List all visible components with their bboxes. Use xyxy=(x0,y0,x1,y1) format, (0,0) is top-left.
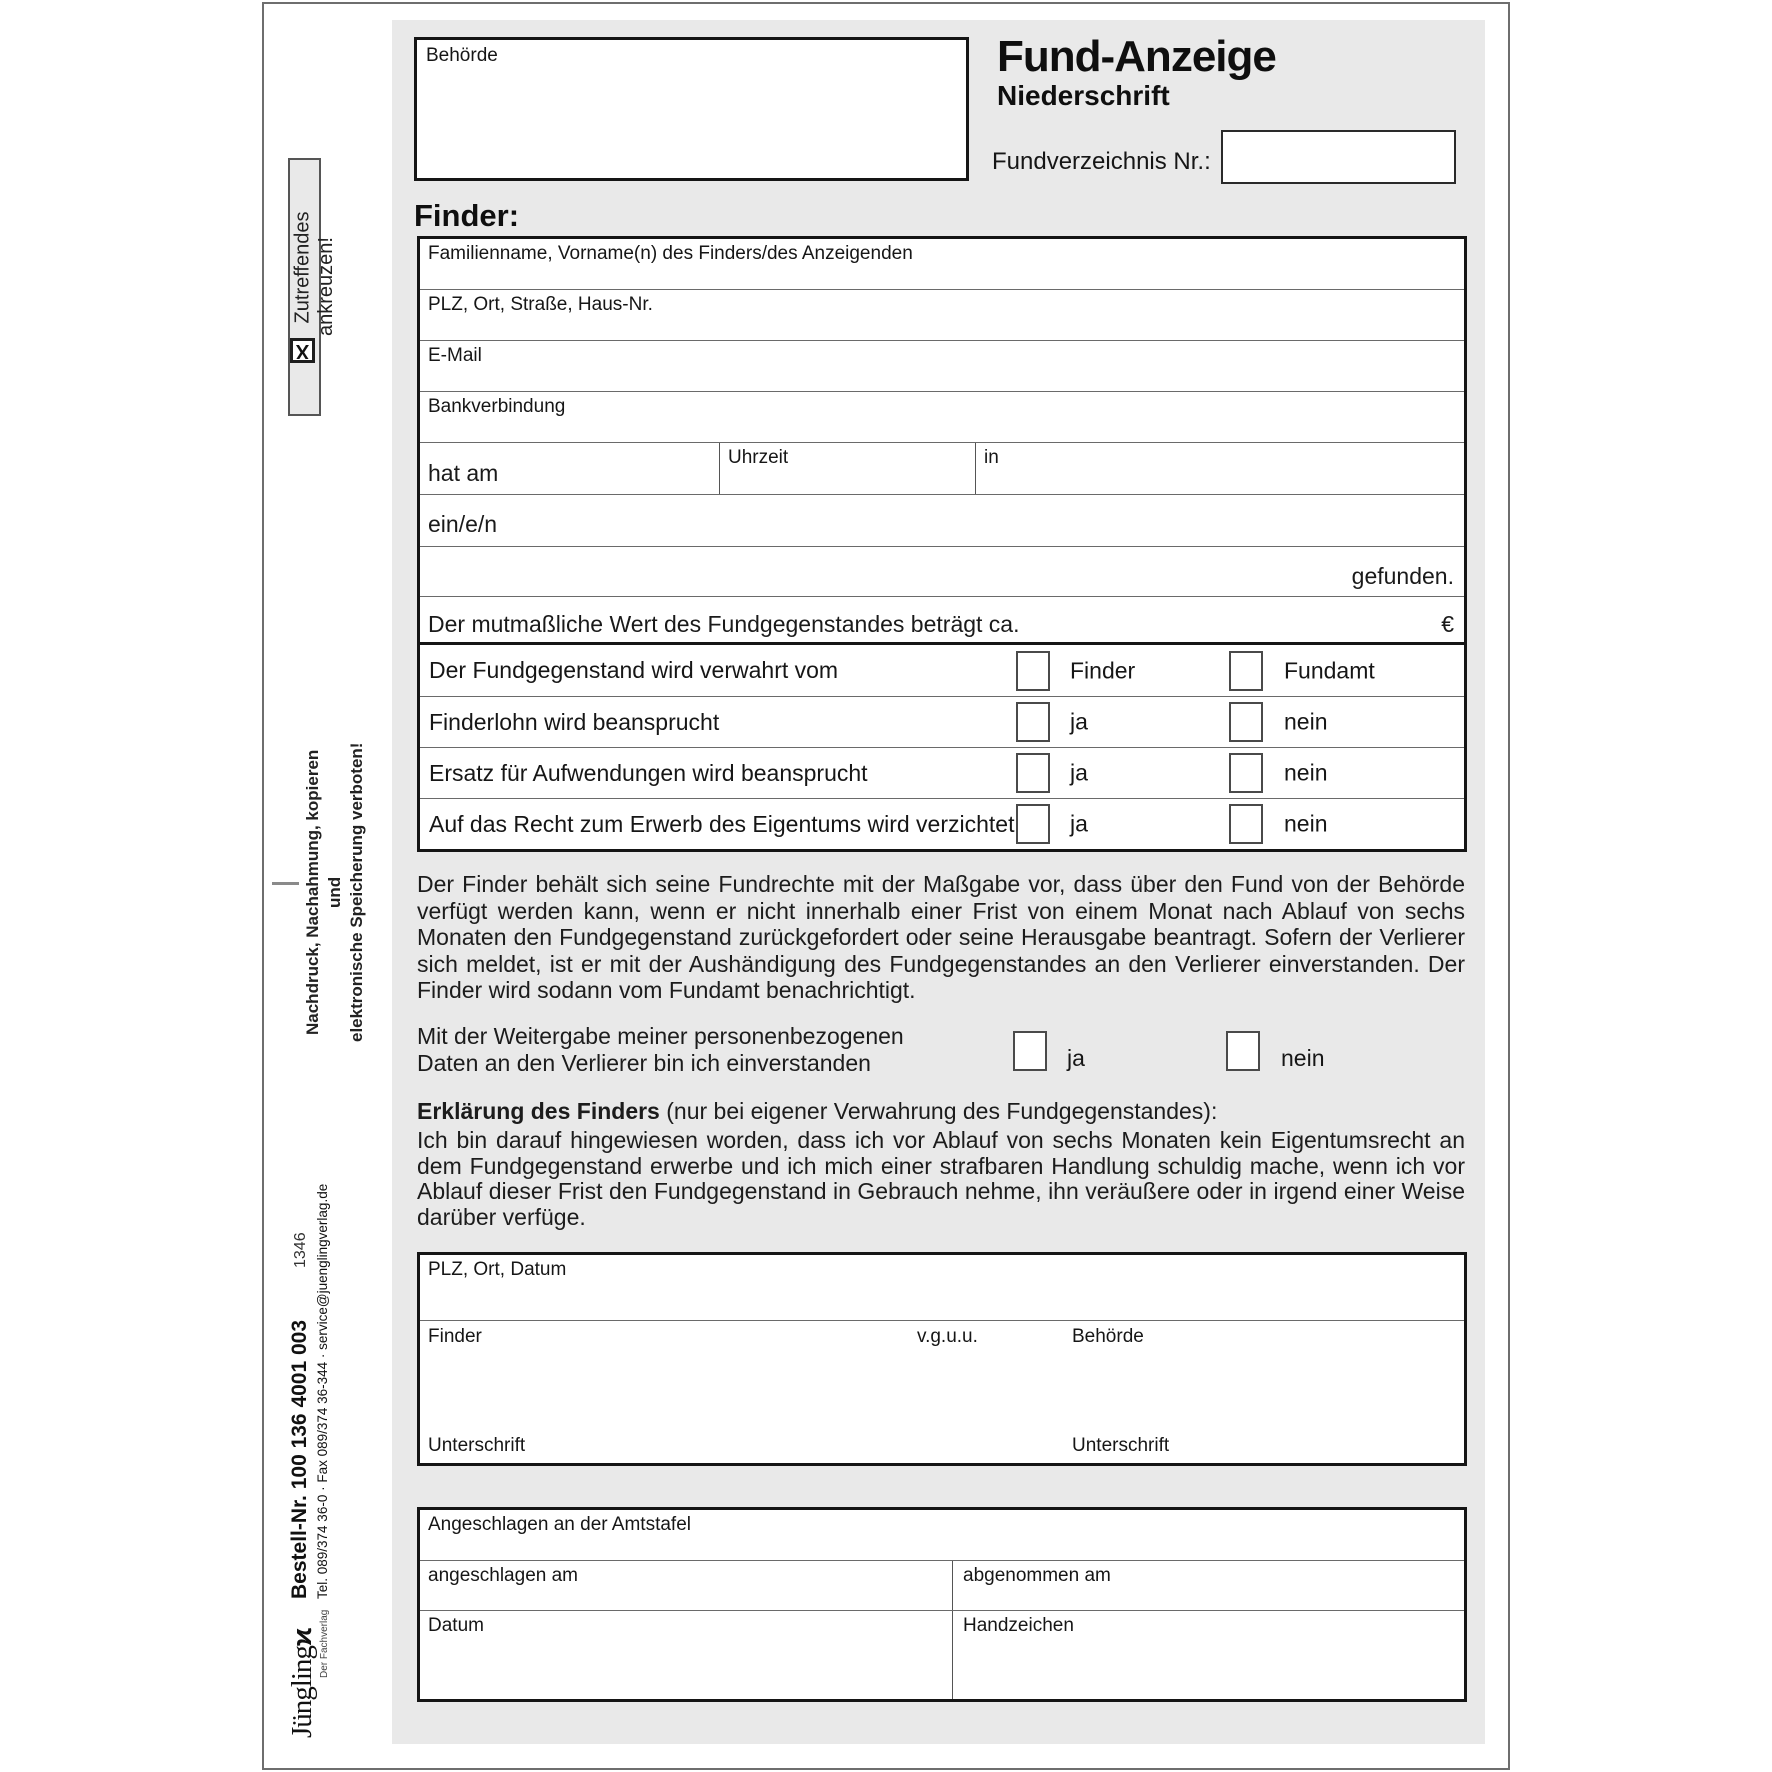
option-fundamt-label: Fundamt xyxy=(1284,657,1375,683)
option-ersatz-nein-label: nein xyxy=(1284,759,1328,786)
options-table xyxy=(417,642,1467,852)
field-datum[interactable] xyxy=(420,1611,953,1699)
publisher-mark-icon: ϰ xyxy=(287,1628,317,1647)
field-found[interactable] xyxy=(420,546,1464,596)
finder-heading: Finder: xyxy=(414,198,520,233)
copy-prohibited-line1: Nachdruck, Nachahmung, kopieren und xyxy=(303,749,344,1035)
checkbox-ersatz-ja[interactable] xyxy=(1016,753,1050,793)
currency-label: € xyxy=(1441,611,1454,637)
field-hat-am[interactable] xyxy=(420,443,719,494)
publisher-logo xyxy=(286,1610,334,1738)
amtstafel-header-label: Angeschlagen an der Amtstafel xyxy=(428,1514,692,1535)
declaration-heading-bold: Erklärung des Finders xyxy=(417,1098,660,1124)
value-label: Der mutmaßliche Wert des Fundgegenstandes beträgt ca. xyxy=(428,611,1020,637)
consent-ja-label: ja xyxy=(1067,1045,1085,1071)
consent-line1: Mit der Weitergabe meiner personenbezogenen xyxy=(417,1023,904,1049)
handzeichen-label: Handzeichen xyxy=(963,1615,1074,1636)
declaration-heading-rest: (nur bei eigener Verwahrung des Fundgegenstandes): xyxy=(659,1098,1218,1124)
datum-label: Datum xyxy=(428,1615,484,1636)
option-row-finderlohn xyxy=(420,696,1464,747)
in-label: in xyxy=(984,447,999,468)
behoerde-label: Behörde xyxy=(426,45,498,66)
field-name-label: Familienname, Vorname(n) des Finders/des Anzeigenden xyxy=(428,243,913,264)
form-sheet xyxy=(262,2,1510,1770)
consent-nein-label: nein xyxy=(1281,1045,1325,1071)
option-row-verwahrt xyxy=(420,645,1464,696)
found-label: gefunden. xyxy=(1351,563,1454,589)
option-verzicht-ja-label: ja xyxy=(1070,810,1088,837)
field-email-label: E-Mail xyxy=(428,345,482,366)
option-finderlohn-nein-label: nein xyxy=(1284,708,1328,735)
field-address[interactable] xyxy=(420,289,1464,340)
item-label: ein/e/n xyxy=(428,511,498,537)
field-plz-ort-datum[interactable] xyxy=(420,1255,1464,1321)
checkbox-verwahrt-fundamt[interactable] xyxy=(1229,651,1263,691)
finder-table xyxy=(417,236,1467,648)
checkbox-finderlohn-ja[interactable] xyxy=(1016,702,1050,742)
amtstafel-row-sign xyxy=(420,1610,1464,1699)
form-code: 1346 xyxy=(292,1232,309,1268)
checkbox-verwahrt-finder[interactable] xyxy=(1016,651,1050,691)
order-number: Bestell-Nr. 100 136 4001 003 xyxy=(288,1319,311,1599)
field-bank[interactable] xyxy=(420,391,1464,442)
behoerde-field[interactable] xyxy=(414,37,969,181)
publisher-name xyxy=(286,1610,318,1738)
order-info-block xyxy=(286,1132,336,1599)
fundverzeichnis-label: Fundverzeichnis Nr.: xyxy=(992,148,1211,175)
signature-area[interactable] xyxy=(420,1321,1464,1463)
unterschrift-left-label: Unterschrift xyxy=(428,1435,526,1456)
angeschlagen-am-label: angeschlagen am xyxy=(428,1565,578,1586)
field-bank-label: Bankverbindung xyxy=(428,396,566,417)
field-email[interactable] xyxy=(420,340,1464,391)
form-subtitle: Niederschrift xyxy=(997,80,1170,111)
field-item[interactable] xyxy=(420,494,1464,546)
mark-applicable-note xyxy=(288,158,337,416)
signature-table xyxy=(417,1252,1467,1466)
reservation-paragraph: Der Finder behält sich seine Fundrechte mit der Maßgabe vor, dass über den Fund von der Behörde verfügt werden kann, wenn er nicht innerhalb einer Frist von einem Monat nach Ablauf von sechs Monaten den Fundgegenstand zurückgefordert oder seine Herausgabe beantragt. Sofern der Verlierer sich meldet, ist er mit der Aushändigung des Fundgegenstandes an den Verlierer einverstanden. Der Finder wird sodann vom Fundamt benachrichtigt. xyxy=(417,871,1465,1004)
checkbox-verzicht-nein[interactable] xyxy=(1229,804,1263,844)
field-value[interactable] xyxy=(420,596,1464,645)
option-verwahrt-label: Der Fundgegenstand wird verwahrt vom xyxy=(429,657,839,683)
unterschrift-right-label: Unterschrift xyxy=(1072,1435,1170,1456)
option-finder-label: Finder xyxy=(1070,657,1136,683)
x-glyph: X xyxy=(295,339,310,362)
field-address-label: PLZ, Ort, Straße, Haus-Nr. xyxy=(428,294,653,315)
publisher-tagline: Der Fachverlag xyxy=(319,1610,330,1679)
option-row-ersatz xyxy=(420,747,1464,798)
fundverzeichnis-field[interactable] xyxy=(1221,130,1456,184)
publisher-contact: Tel. 089/374 36-0 · Fax 089/374 36-344 · service@juenglingverlag.de xyxy=(315,1183,330,1599)
option-ersatz-ja-label: ja xyxy=(1070,759,1088,786)
option-finderlohn-label: Finderlohn wird beansprucht xyxy=(429,708,720,735)
title-block xyxy=(997,34,1276,112)
field-handzeichen[interactable] xyxy=(953,1611,1464,1699)
fundverzeichnis-row xyxy=(992,128,1464,184)
fold-mark xyxy=(272,882,299,885)
amtstafel-header-field[interactable] xyxy=(420,1510,1464,1560)
form-panel xyxy=(392,20,1485,1744)
field-in[interactable] xyxy=(975,443,1464,494)
form-title: Fund-Anzeige xyxy=(997,32,1276,81)
option-finderlohn-ja-label: ja xyxy=(1070,708,1088,735)
checkbox-consent-ja[interactable] xyxy=(1013,1031,1047,1071)
consent-line2: Daten an den Verlierer bin ich einverstanden xyxy=(417,1050,871,1076)
option-ersatz-label: Ersatz für Aufwendungen wird beansprucht xyxy=(429,759,868,786)
option-row-verzicht xyxy=(420,798,1464,849)
field-angeschlagen-am[interactable] xyxy=(420,1561,953,1610)
checkbox-ersatz-nein[interactable] xyxy=(1229,753,1263,793)
declaration-heading xyxy=(417,1098,1217,1125)
copy-prohibited-note xyxy=(302,742,366,1042)
mark-applicable-label: Zutreffendes ankreuzen! xyxy=(291,211,337,337)
plz-ort-datum-label: PLZ, Ort, Datum xyxy=(428,1259,567,1280)
vguu-label: v.g.u.u. xyxy=(917,1326,978,1347)
consent-row xyxy=(417,1023,1465,1087)
field-date-row xyxy=(420,442,1464,494)
signature-finder-label: Finder xyxy=(428,1326,482,1347)
checkbox-consent-nein[interactable] xyxy=(1226,1031,1260,1071)
signature-behoerde-label: Behörde xyxy=(1072,1326,1144,1347)
copy-prohibited-line2: elektronische Speicherung verboten! xyxy=(347,742,366,1042)
checkbox-finderlohn-nein[interactable] xyxy=(1229,702,1263,742)
uhrzeit-label: Uhrzeit xyxy=(728,447,789,468)
amtstafel-row-dates xyxy=(420,1560,1464,1610)
field-uhrzeit[interactable] xyxy=(719,443,975,494)
option-verzicht-label: Auf das Recht zum Erwerb des Eigentums wird verzichtet xyxy=(429,810,1015,837)
abgenommen-am-label: abgenommen am xyxy=(963,1565,1111,1586)
checkbox-verzicht-ja[interactable] xyxy=(1016,804,1050,844)
declaration-body: Ich bin darauf hingewiesen worden, dass ich vor Ablauf von sechs Monaten kein Eigentumsrecht an dem Fundgegenstand erwerbe und ich mich einer strafbaren Handlung schuldig mache, wenn ich vor Ablauf dieser Frist den Fundgegenstand in Gebrauch nehme, ihn veräußere oder in irgend einer Weise darüber verfüge. xyxy=(417,1127,1465,1230)
hat-am-label: hat am xyxy=(428,460,499,486)
option-verzicht-nein-label: nein xyxy=(1284,810,1328,837)
field-abgenommen-am[interactable] xyxy=(953,1561,1464,1610)
amtstafel-table xyxy=(417,1507,1467,1702)
field-name[interactable] xyxy=(420,239,1464,289)
publisher-wordmark: Jüngling xyxy=(286,1646,318,1738)
checked-box-icon xyxy=(290,338,315,363)
